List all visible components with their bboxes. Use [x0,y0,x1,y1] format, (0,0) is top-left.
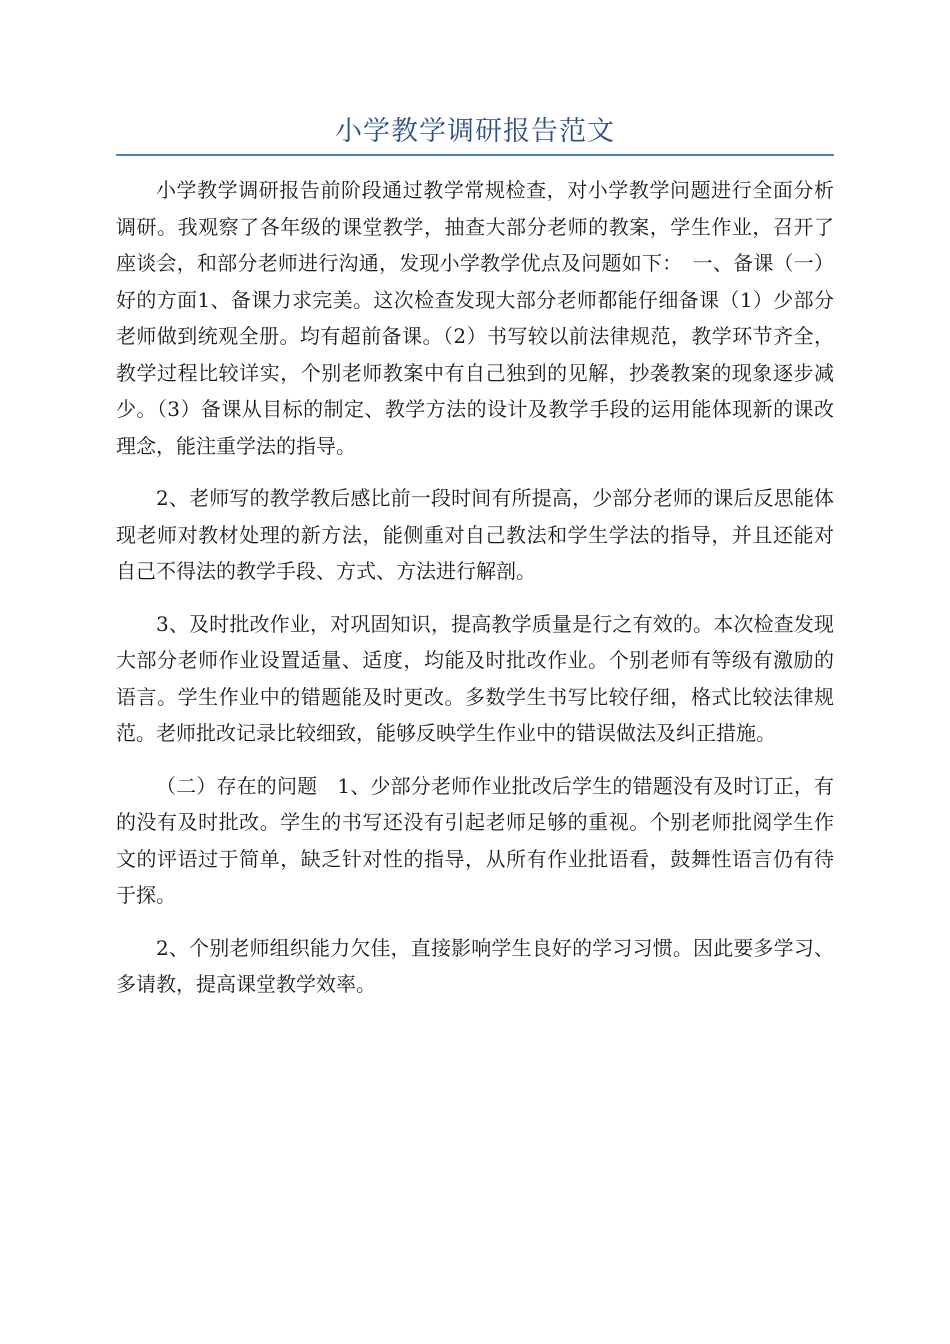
paragraph-5: 2、个别老师组织能力欠佳，直接影响学生良好的学习习惯。因此要多学习、多请教，提高课堂教学效率。 [116,935,834,996]
paragraph-3: 3、及时批改作业，对巩固知识，提高教学质量是行之有效的。本次检查发现大部分老师作业设置适量、适度，均能及时批改作业。个别老师有等级有激励的语言。学生作业中的错题能及时更改。多数学生书写比较仔细，格式比较法律规范。老师批改记录比较细致，能够反映学生作业中的错误做法及纠正措施。 [116,611,834,745]
document-body [116,172,834,1003]
paragraph-1: 小学教学调研报告前阶段通过教学常规检查，对小学教学问题进行全面分析调研。我观察了各年级的课堂教学，抽查大部分老师的教案，学生作业，召开了座谈会，和部分老师进行沟通，发现小学教学优点及问题如下： 一、备课（一）好的方面1、备课力求完美。这次检查发现大部分老师都能仔细备课（1）少部分老师做到统观全册。均有超前备课。（2）书写较以前法律规范，教学环节齐全，教学过程比较详实，个别老师教案中有自己独到的见解，抄袭教案的现象逐步减少。（3）备课从目标的制定、教学方法的设计及教学手段的运用能体现新的课改理念，能注重学法的指导。 [116,178,834,458]
document-title: 小学教学调研报告范文 [335,116,615,147]
paragraph-4: （二）存在的问题 1、少部分老师作业批改后学生的错题没有及时订正，有的没有及时批改。学生的书写还没有引起老师足够的重视。个别老师批阅学生作文的评语过于简单，缺乏针对性的指导，从所有作业批语看，鼓舞性语言仍有待于探。 [116,773,834,907]
title-underline [116,154,834,156]
paragraph-2: 2、老师写的教学教后感比前一段时间有所提高，少部分老师的课后反思能体现老师对教材处理的新方法，能侧重对自己教法和学生学法的指导，并且还能对自己不得法的教学手段、方式、方法进行解剖。 [116,486,834,583]
